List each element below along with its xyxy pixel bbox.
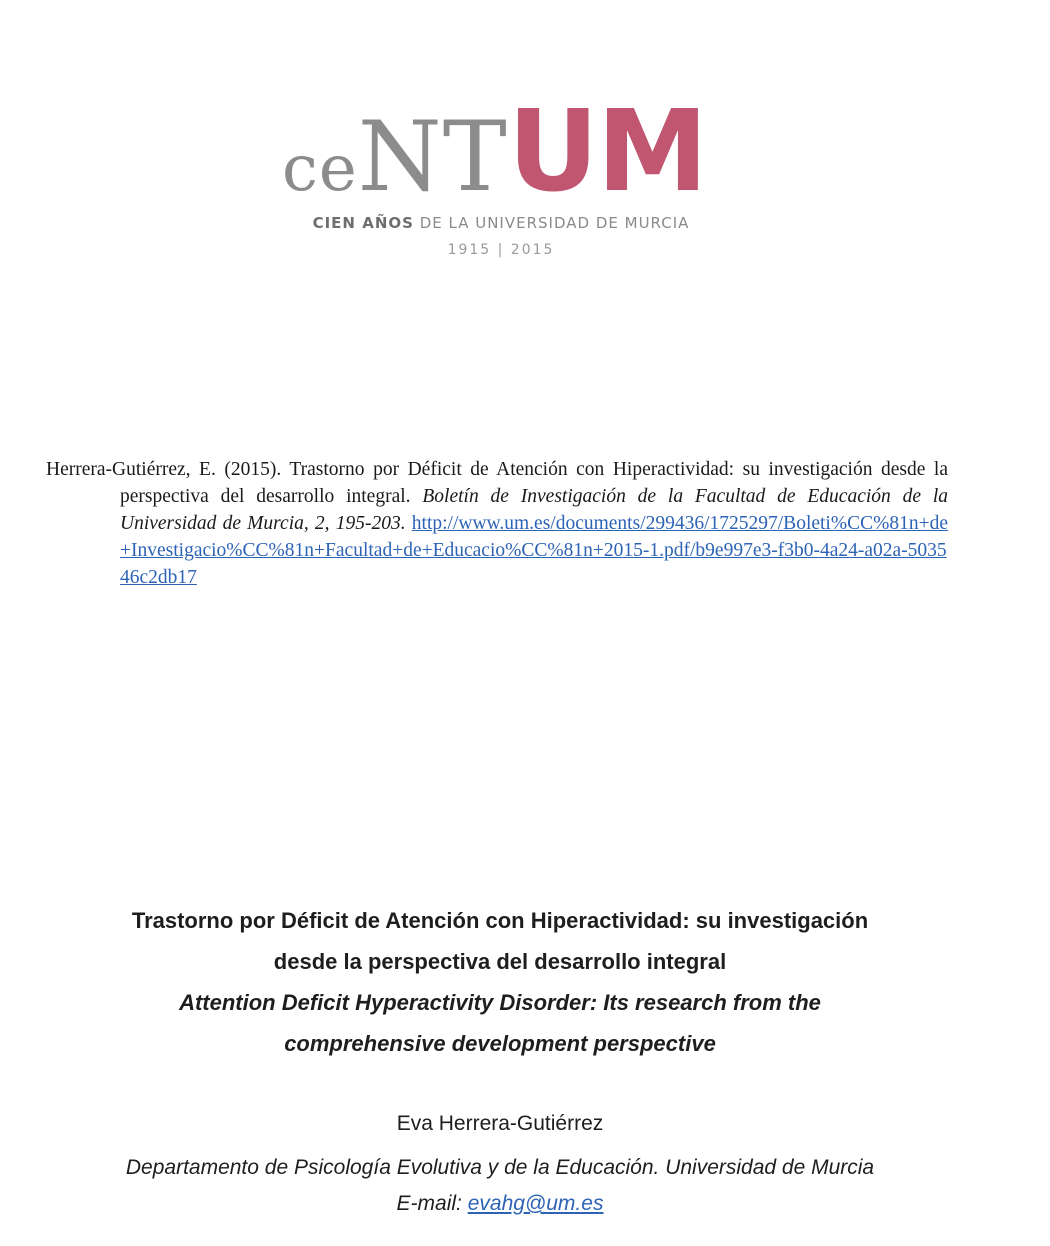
citation-url-link[interactable]: http://www.um.es/documents/299436/1725297/Boleti%CC%81n+de+Investigacio%CC%81n+Facultad+de+Educacio%CC%81n+2015-1.pdf/b9e997e3-f3b0-4a24-a02a-503546c2db17 bbox=[120, 512, 948, 588]
logo-years: 1915 | 2015 bbox=[447, 242, 555, 258]
email-label: E-mail: bbox=[396, 1192, 462, 1215]
logo-wordmark-um: UM bbox=[507, 87, 707, 217]
title-english-line-1: Attention Deficit Hyperactivity Disorder: Its research from the bbox=[179, 990, 821, 1015]
author-email-link[interactable]: evahg@um.es bbox=[467, 1192, 604, 1215]
logo-wordmark-light: ceNT bbox=[282, 101, 508, 213]
title-english-line-2: comprehensive development perspective bbox=[284, 1031, 716, 1056]
author-block bbox=[0, 1108, 1000, 1219]
article-titles bbox=[0, 900, 1000, 1064]
citation-authors: Herrera-Gutiérrez, E. (2015). bbox=[46, 458, 282, 480]
title-spanish-line-1: Trastorno por Déficit de Atención con Hiperactividad: su investigación bbox=[131, 908, 869, 933]
author-email-line bbox=[0, 1188, 1000, 1219]
author-affiliation: Departamento de Psicología Evolutiva y de la Educación. Universidad de Murcia bbox=[125, 1156, 875, 1179]
citation-source: Boletín de Investigación de la Facultad de Educación de la Universidad de Murcia, 2, 195-203. bbox=[120, 485, 949, 534]
title-spanish-line-2: desde la perspectiva del desarrollo integral bbox=[273, 949, 727, 974]
logo-tagline: CIEN AÑOS DE LA UNIVERSIDAD DE MURCIA bbox=[312, 214, 690, 232]
logo-wordmark bbox=[282, 87, 707, 217]
author-name: Eva Herrera-Gutiérrez bbox=[396, 1112, 604, 1135]
centum-logo bbox=[270, 87, 720, 266]
citation-reference bbox=[46, 456, 948, 591]
citation-article-title: Trastorno por Déficit de Atención con Hiperactividad: su investigación desde la perspectiva del desarrollo integral. bbox=[120, 458, 948, 507]
